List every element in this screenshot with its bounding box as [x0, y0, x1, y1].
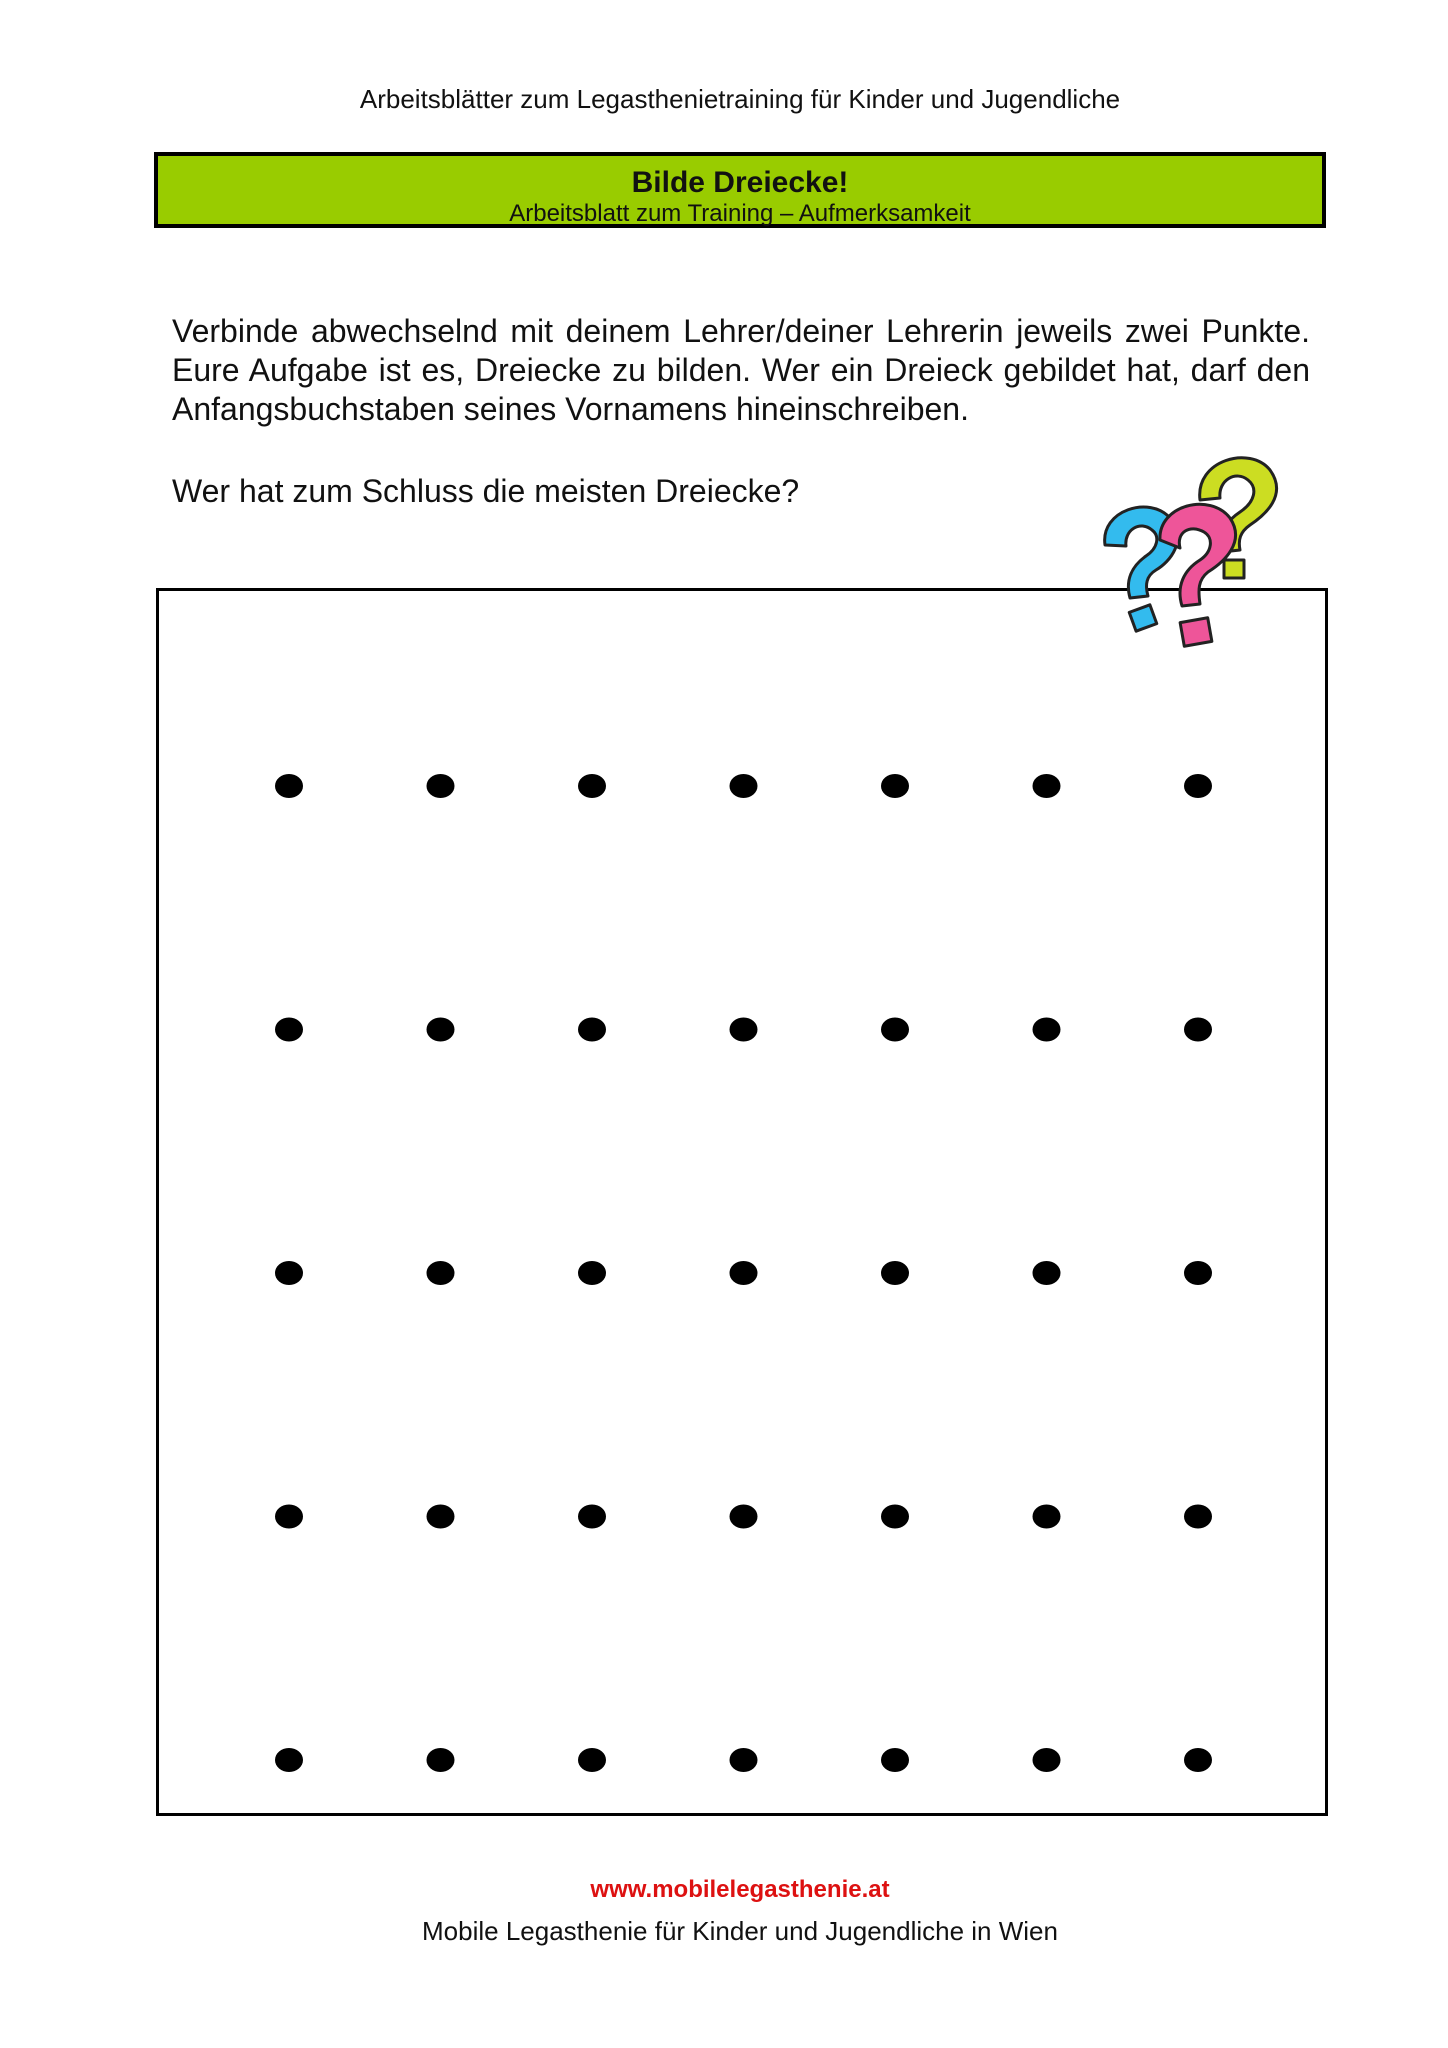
grid-dot[interactable] — [1184, 1018, 1212, 1042]
grid-dot[interactable] — [275, 1505, 303, 1529]
cyan-question-dot — [1129, 605, 1157, 631]
page-header: Arbeitsblätter zum Legasthenietraining für Kinder und Jugendliche — [359, 84, 1121, 114]
grid-dot[interactable] — [578, 1018, 606, 1042]
grid-dot[interactable] — [1033, 1018, 1061, 1042]
grid-dot[interactable] — [1184, 1261, 1212, 1285]
grid-dot[interactable] — [275, 774, 303, 798]
grid-dot[interactable] — [1184, 1748, 1212, 1772]
instructions-paragraph: Verbinde abwechselnd mit deinem Lehrer/deiner Lehrerin jeweils zwei Punkte. Eure Aufgabe ist es, Dreiecke zu bilden. Wer ein Dreieck gebildet hat, darf den Anfangsbuchstaben seines Vornamens hineinschreiben. — [172, 313, 1310, 427]
worksheet-title: Bilde Dreiecke! — [631, 166, 849, 199]
grid-dot[interactable] — [730, 1748, 758, 1772]
footer-text: Mobile Legasthenie für Kinder und Jugendliche in Wien — [422, 1916, 1058, 1946]
grid-dot[interactable] — [427, 1505, 455, 1529]
instructions-question: Wer hat zum Schluss die meisten Dreiecke? — [172, 473, 800, 509]
dot-grid-frame — [156, 588, 1328, 1816]
grid-dot[interactable] — [275, 1748, 303, 1772]
grid-dot[interactable] — [1033, 1748, 1061, 1772]
footer-url: www.mobilelegasthenie.at — [590, 1876, 890, 1903]
grid-dot[interactable] — [427, 1748, 455, 1772]
grid-dot[interactable] — [427, 1261, 455, 1285]
worksheet-subtitle: Arbeitsblatt zum Training – Aufmerksamkeit — [509, 200, 971, 227]
grid-dot[interactable] — [881, 774, 909, 798]
grid-dot[interactable] — [881, 1018, 909, 1042]
title-banner — [154, 152, 1326, 228]
grid-dot[interactable] — [730, 1261, 758, 1285]
grid-dot[interactable] — [427, 774, 455, 798]
grid-dot[interactable] — [1184, 1505, 1212, 1529]
grid-dot[interactable] — [1033, 1261, 1061, 1285]
grid-dot[interactable] — [275, 1261, 303, 1285]
grid-dot[interactable] — [730, 1018, 758, 1042]
pink-question-dot — [1180, 618, 1212, 646]
grid-dot[interactable] — [578, 1505, 606, 1529]
grid-dot[interactable] — [1033, 1505, 1061, 1529]
grid-dot[interactable] — [578, 1261, 606, 1285]
grid-dot[interactable] — [730, 774, 758, 798]
yellow-question-dot — [1224, 560, 1244, 578]
grid-dot[interactable] — [275, 1018, 303, 1042]
grid-dot[interactable] — [881, 1505, 909, 1529]
grid-dot[interactable] — [578, 1748, 606, 1772]
grid-dot[interactable] — [427, 1018, 455, 1042]
grid-dot[interactable] — [730, 1505, 758, 1529]
grid-dot[interactable] — [881, 1748, 909, 1772]
dot-grid — [159, 591, 1325, 1813]
grid-dot[interactable] — [578, 774, 606, 798]
grid-dot[interactable] — [881, 1261, 909, 1285]
grid-dot[interactable] — [1033, 774, 1061, 798]
question-marks-icon — [1090, 440, 1310, 680]
grid-dot[interactable] — [1184, 774, 1212, 798]
